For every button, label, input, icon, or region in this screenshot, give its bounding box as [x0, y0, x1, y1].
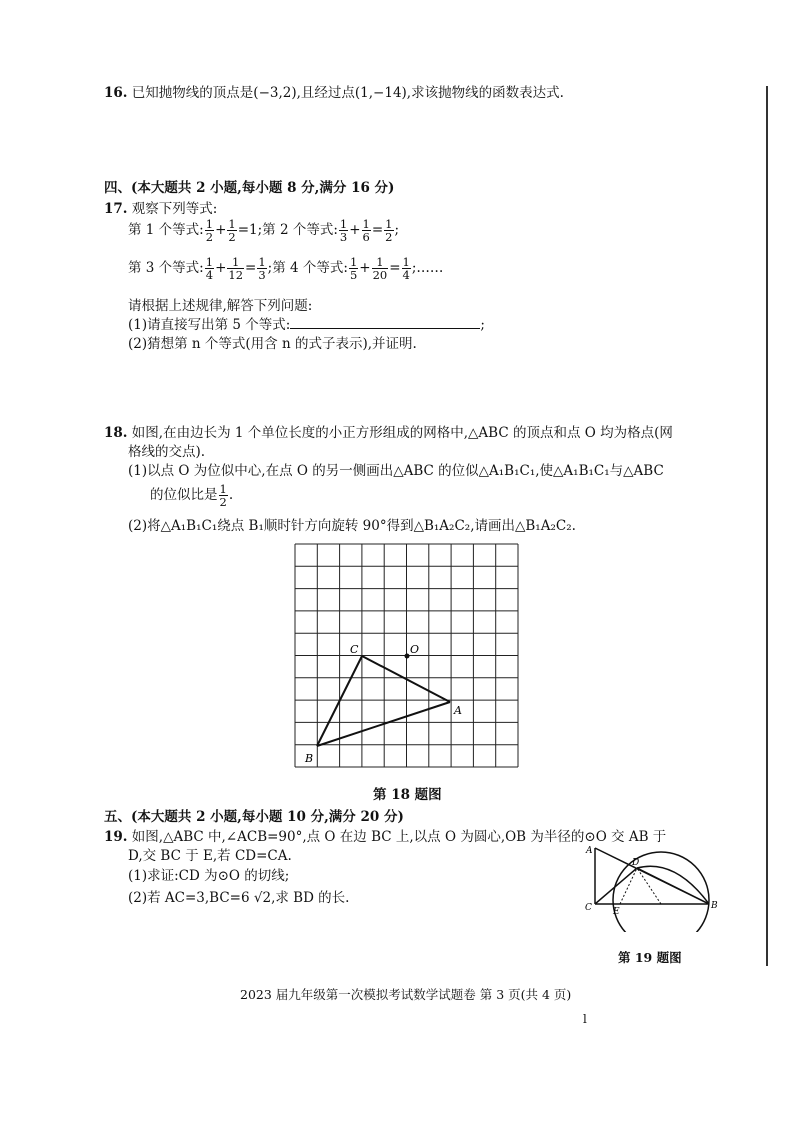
fraction: $\frac{1}{20}$ — [372, 255, 388, 282]
label-c: C — [585, 903, 592, 913]
fraction: $\frac{1}{3}$ — [258, 255, 266, 282]
circle-figure — [580, 840, 720, 932]
fraction: $\frac{1}{4}$ — [402, 255, 410, 282]
fraction: $\frac{1}{5}$ — [349, 255, 358, 282]
grid-figure — [280, 534, 540, 784]
question-number: 18. — [104, 425, 128, 441]
question-18-part-1b: 的位似比是 $\frac{1}{2}$ . — [150, 482, 234, 509]
question-19-part-1: (1)求证:CD 为⊙O 的切线; — [128, 868, 290, 884]
footer-mark: l — [583, 1012, 587, 1026]
question-18-line-2: 格线的交点). — [128, 444, 206, 460]
question-17-intro — [104, 197, 217, 217]
point-o — [405, 654, 410, 659]
answer-blank[interactable] — [290, 316, 480, 329]
question-17-part-1: (1)请直接写出第 5 个等式: ; — [128, 317, 485, 333]
label-c: C — [350, 643, 359, 656]
question-17-prompt: 请根据上述规律,解答下列问题: — [128, 298, 313, 314]
label-o: O — [410, 643, 420, 656]
label-b: B — [711, 901, 718, 911]
section-header: 四、(本大题共 2 小题,每小题 8 分,满分 16 分) — [104, 180, 395, 196]
question-text: 观察下列等式: — [131, 201, 218, 217]
question-number: 16. — [104, 85, 128, 101]
fraction: $\frac{1}{2}$ — [228, 217, 236, 244]
fraction: $\frac{1}{2}$ — [205, 217, 214, 244]
label-b: B — [305, 752, 314, 765]
question-18-part-1a: (1)以点 O 为位似中心,在点 O 的另一侧画出△ABC 的位似△A₁B₁C₁,使△A₁B₁C₁与△ABC — [128, 463, 664, 479]
page-margin-rule — [766, 86, 768, 966]
fraction: $\frac{1}{4}$ — [205, 255, 214, 282]
fraction: $\frac{1}{2}$ — [219, 482, 227, 509]
question-number: 19. — [104, 829, 128, 845]
fraction: $\frac{1}{2}$ — [385, 217, 393, 244]
label-a: A — [454, 704, 462, 717]
label-a: A — [586, 846, 593, 856]
figure-18-caption: 第 18 题图 — [373, 787, 442, 803]
question-16 — [104, 81, 564, 101]
equation-row-1: 第 1 个等式: $\frac{1}{2}$ + $\frac{1}{2}$ =1;第 2 个等式: $\frac{1}{3}$ + $\frac{1}{6}$ = $\frac{1}{2}$ ; — [128, 217, 400, 244]
triangle-side-ba — [317, 702, 450, 746]
segment-cd — [595, 868, 637, 904]
question-18-part-2: (2)将△A₁B₁C₁绕点 B₁顺时针方向旋转 90°得到△B₁A₂C₂,请画出△B₁A₂C₂. — [128, 518, 576, 534]
question-19-part-2: (2)若 AC=3,BC=6 √2,求 BD 的长. — [128, 890, 350, 906]
question-number: 17. — [104, 201, 128, 217]
fraction: $\frac{1}{12}$ — [228, 255, 244, 282]
fraction: $\frac{1}{6}$ — [362, 217, 370, 244]
page-footer: 2023 届九年级第一次模拟考试数学试题卷 第 3 页(共 4 页) — [240, 987, 572, 1002]
figure-19-caption: 第 19 题图 — [618, 950, 682, 965]
segment-db — [637, 868, 709, 904]
label-e: E — [613, 907, 620, 917]
section-header: 五、(本大题共 2 小题,每小题 10 分,满分 20 分) — [104, 809, 404, 825]
question-text: 已知抛物线的顶点是(−3,2),且经过点(1,−14),求该抛物线的函数表达式. — [131, 85, 564, 101]
segment-de — [620, 868, 637, 904]
question-19-line-2: D,交 BC 于 E,若 CD=CA. — [128, 848, 292, 864]
question-19-line-1: 19. 如图,△ABC 中,∠ACB=90°,点 O 在边 BC 上,以点 O 为圆心,OB 为半径的⊙O 交 AB 于 — [104, 829, 667, 845]
equation-row-2: 第 3 个等式: $\frac{1}{4}$ + $\frac{1}{12}$ = $\frac{1}{3}$ ;第 4 个等式: $\frac{1}{5}$ + $\frac{1}{20}$ = $\frac{1}{4}$ ;…… — [128, 255, 444, 282]
fraction: $\frac{1}{3}$ — [339, 217, 348, 244]
question-18-line-1: 18. 如图,在由边长为 1 个单位长度的小正方形组成的网格中,△ABC 的顶点和点 O 均为格点(网 — [104, 425, 673, 441]
label-d: D — [632, 858, 640, 868]
question-17-part-2: (2)猜想第 n 个等式(用含 n 的式子表示),并证明. — [128, 336, 417, 352]
